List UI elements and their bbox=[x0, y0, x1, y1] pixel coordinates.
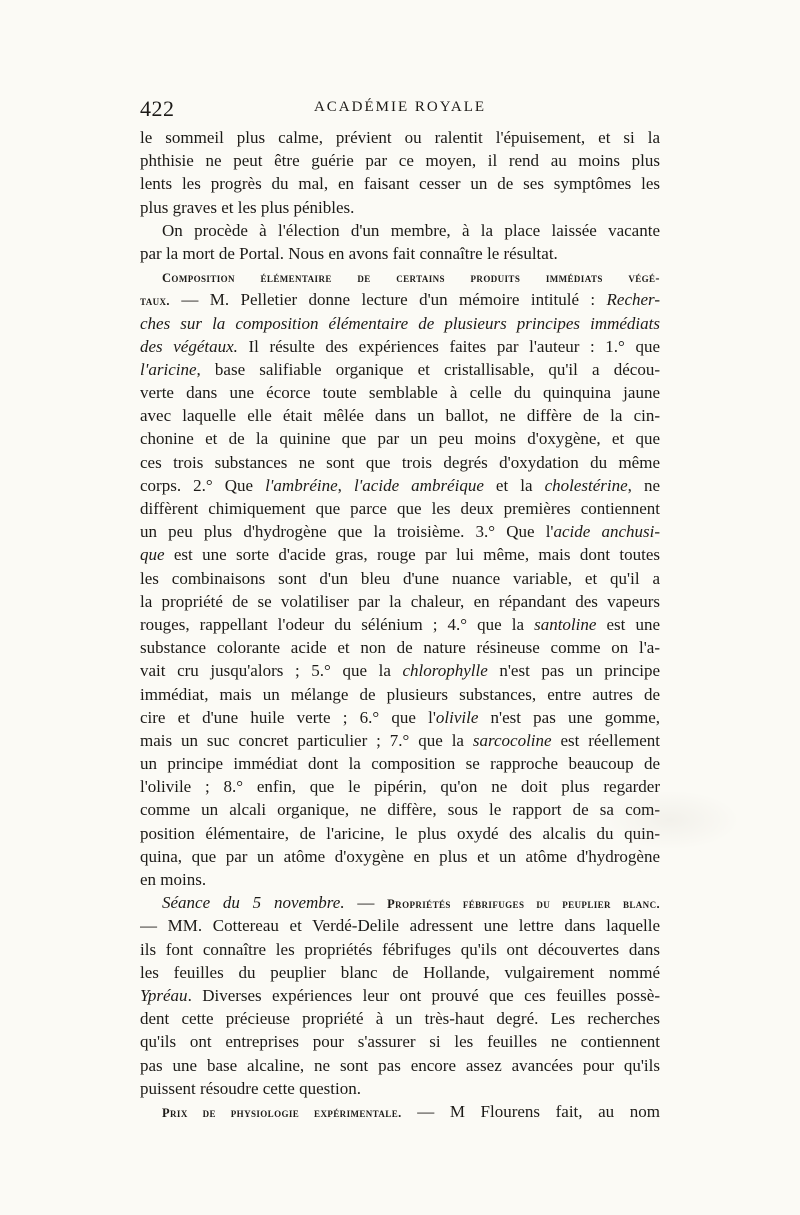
text-span: mais un suc concret particulier ; 7.° que la bbox=[140, 730, 473, 750]
text-span: rouges, rappellant l'odeur du sélénium ; 4.° que la bbox=[140, 614, 535, 634]
text-span: ils font connaître les propriétés fébrifuges qu'ils ont découvertes dans bbox=[140, 939, 660, 959]
text-span: la propriété de se volatiliser par la chaleur, en répandant des vapeurs bbox=[140, 591, 660, 611]
small-caps-heading: Prix de physiologie expérimentale. bbox=[162, 1105, 402, 1120]
text-span: les combinaisons sont d'un bleu d'une nuance variable, et qu'il a bbox=[140, 568, 660, 588]
text-span: n'est pas une gomme, bbox=[478, 707, 660, 727]
italic-span: santoline bbox=[534, 614, 597, 634]
text-line bbox=[140, 1030, 660, 1053]
text-line bbox=[140, 427, 660, 450]
text-line bbox=[140, 590, 660, 613]
text-line bbox=[140, 845, 660, 868]
text-line bbox=[140, 914, 660, 937]
text-line bbox=[140, 474, 660, 497]
text-line bbox=[140, 451, 660, 474]
text-line bbox=[140, 729, 660, 752]
text-span: est réellement bbox=[551, 730, 660, 750]
small-caps-heading: Propriétés fébrifuges du peuplier blanc. bbox=[387, 897, 660, 912]
text-span: puissent résoudre cette question. bbox=[140, 1078, 361, 1098]
text-line bbox=[140, 891, 660, 914]
text-line bbox=[140, 1077, 660, 1100]
text-span: pas une base alcaline, ne sont pas encore assez avancées pour qu'ils bbox=[140, 1055, 660, 1075]
text-line bbox=[140, 149, 660, 172]
text-span: en moins. bbox=[140, 870, 207, 889]
running-head: ACADÉMIE ROYALE bbox=[313, 99, 487, 115]
text-span: . Diverses expériences leur ont prouvé que ces feuilles possè- bbox=[187, 985, 660, 1005]
text-span: — M Flourens fait, au nom bbox=[401, 1101, 660, 1121]
text-line bbox=[140, 520, 660, 543]
text-span: comme un alcali organique, ne diffère, sous le rapport de sa com- bbox=[140, 800, 660, 820]
text-line bbox=[140, 196, 660, 219]
text-line bbox=[140, 358, 660, 381]
text-span: lents les progrès du mal, en faisant cesser un de ses symptômes les bbox=[140, 174, 660, 194]
text-line bbox=[140, 683, 660, 706]
page-header bbox=[140, 96, 660, 122]
text-line bbox=[140, 288, 660, 311]
text-span: position élémentaire, de l'aricine, le plus oxydé des alcalis du quin- bbox=[140, 823, 660, 843]
text-line bbox=[140, 172, 660, 195]
text-line bbox=[140, 752, 660, 775]
text-span: — MM. Cottereau et Verdé-Delile adressent une lettre dans laquelle bbox=[140, 916, 660, 936]
text-span: et la bbox=[483, 475, 545, 495]
text-span: verte dans une écorce toute semblable à celle du quinquina jaune bbox=[140, 383, 660, 403]
italic-span: que bbox=[140, 545, 165, 565]
paper-stain bbox=[600, 790, 740, 850]
text-span: — M. Pelletier donne lecture d'un mémoire intitulé : bbox=[169, 290, 607, 310]
book-page bbox=[140, 96, 660, 1123]
text-span: On procède à l'élection d'un membre, à la place laissée vacante bbox=[162, 220, 660, 240]
text-line bbox=[140, 312, 660, 335]
text-span: substance colorante acide et non de nature résineuse comme on l'a- bbox=[140, 638, 660, 658]
text-span: vait cru jusqu'alors ; 5.° que la bbox=[140, 661, 403, 681]
text-span: phthisie ne peut être guérie par ce moyen, il rend au moins plus bbox=[140, 151, 660, 171]
text-span: quina, que par un atôme d'oxygène en plus et un atôme d'hydrogène bbox=[140, 846, 660, 866]
text-span: par la mort de Portal. Nous en avons fait connaître le résultat. bbox=[140, 243, 558, 263]
text-span: ces trois substances ne sont que trois degrés d'oxydation du même bbox=[140, 452, 660, 472]
text-span: n'est pas un principe bbox=[487, 661, 660, 681]
text-line bbox=[140, 543, 660, 566]
text-span: est une bbox=[596, 614, 660, 634]
italic-span: acide anchusi- bbox=[553, 522, 660, 542]
italic-span: Ypréau bbox=[140, 985, 188, 1005]
text-line bbox=[140, 706, 660, 729]
italic-span: l'aricine bbox=[140, 359, 197, 379]
text-span: , bbox=[337, 475, 354, 495]
text-line bbox=[140, 659, 660, 682]
text-line bbox=[140, 404, 660, 427]
text-span: , base salifiable organique et cristallisable, qu'il a décou- bbox=[196, 359, 660, 379]
italic-span: olivile bbox=[435, 707, 479, 727]
text-span: diffèrent chimiquement que parce que les deux premières contiennent bbox=[140, 499, 660, 518]
text-span: dent cette précieuse propriété à un très-haut degré. Les recherches bbox=[140, 1009, 660, 1029]
text-span: qu'ils ont entreprises pour s'assurer si les feuilles ne contiennent bbox=[140, 1032, 660, 1052]
text-span: un principe immédiat dont la composition se rapproche beaucoup de bbox=[140, 754, 660, 774]
text-line bbox=[140, 381, 660, 404]
text-line bbox=[140, 613, 660, 636]
text-line bbox=[140, 938, 660, 961]
text-span: Il résulte des expériences faites par l'auteur : 1.° que bbox=[237, 336, 660, 356]
text-span: est une sorte d'acide gras, rouge par lui même, mais dont toutes bbox=[164, 545, 660, 565]
italic-span: Recher- bbox=[606, 290, 660, 310]
text-line bbox=[140, 984, 660, 1007]
text-span: l'olivile ; 8.° enfin, que le pipérin, qu'on ne doit plus regarder bbox=[140, 777, 660, 797]
text-line bbox=[140, 1007, 660, 1030]
page-number: 422 bbox=[140, 96, 175, 121]
text-line bbox=[140, 335, 660, 358]
text-line bbox=[140, 567, 660, 590]
text-span: cire et d'une huile verte ; 6.° que l' bbox=[140, 707, 436, 727]
italic-span: l'acide ambréique bbox=[353, 475, 484, 495]
text-span: avec laquelle elle était mêlée dans un ballot, ne diffère de la cin- bbox=[140, 406, 660, 426]
italic-span: cholestérine bbox=[544, 475, 628, 495]
text-line bbox=[140, 775, 660, 798]
text-span: plus graves et les plus pénibles. bbox=[140, 197, 355, 217]
text-span: le sommeil plus calme, prévient ou ralentit l'épuisement, et si la bbox=[140, 128, 660, 147]
body-text bbox=[140, 126, 660, 1123]
italic-span: Séance du 5 novembre. bbox=[162, 893, 345, 913]
text-span: chonine et de la quinine que par un peu moins d'oxygène, et que bbox=[140, 429, 660, 449]
text-line bbox=[140, 798, 660, 821]
text-span: — bbox=[344, 893, 388, 913]
italic-span: l'ambréine bbox=[265, 475, 338, 495]
italic-span: ches sur la composition élémentaire de plusieurs principes immédiats bbox=[140, 313, 660, 333]
text-span: , ne bbox=[627, 475, 660, 495]
text-line bbox=[140, 822, 660, 845]
small-caps-heading: Composition élémentaire de certains produits immédiats végé- bbox=[162, 271, 660, 286]
text-span: les feuilles du peuplier blanc de Hollande, vulgairement nommé bbox=[140, 962, 660, 982]
text-line bbox=[140, 126, 660, 149]
text-line bbox=[140, 961, 660, 984]
italic-span: sarcocoline bbox=[472, 730, 552, 750]
text-span: corps. 2.° Que bbox=[140, 475, 266, 495]
text-line bbox=[140, 265, 660, 288]
text-line bbox=[140, 219, 660, 242]
text-line bbox=[140, 242, 660, 265]
italic-span: des végétaux. bbox=[140, 336, 238, 356]
text-line bbox=[140, 636, 660, 659]
text-line bbox=[140, 1100, 660, 1123]
text-line bbox=[140, 868, 660, 891]
text-span: immédiat, mais un mélange de plusieurs substances, entre autres de bbox=[140, 684, 660, 704]
text-span: un peu plus d'hydrogène que la troisième. 3.° Que l' bbox=[140, 522, 554, 542]
small-caps-heading: taux. bbox=[140, 294, 170, 309]
text-line bbox=[140, 497, 660, 520]
text-line bbox=[140, 1054, 660, 1077]
italic-span: chlorophylle bbox=[402, 661, 488, 681]
